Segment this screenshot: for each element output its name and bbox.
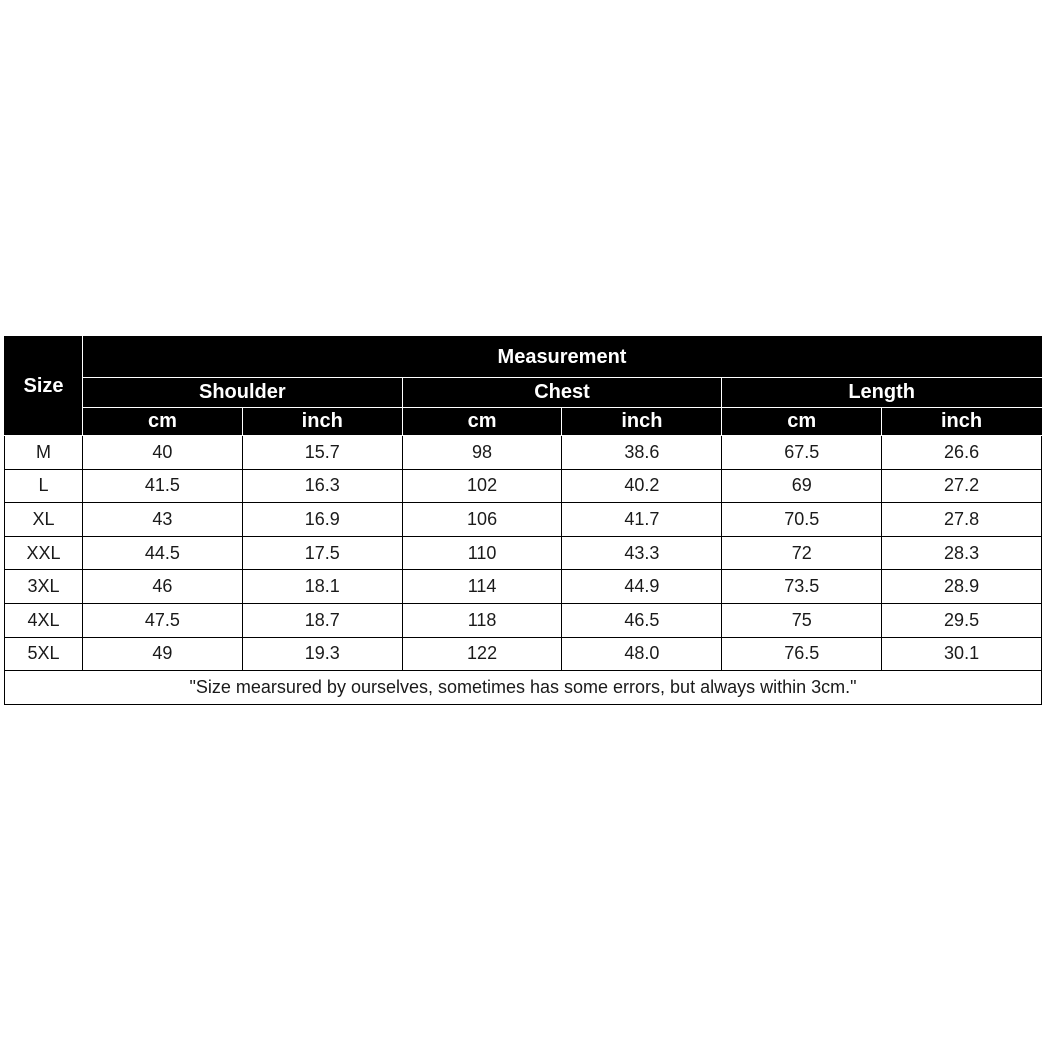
size-header: Size	[5, 337, 83, 436]
value-cell: 98	[402, 436, 562, 470]
unit-header-chest-inch: inch	[562, 408, 722, 436]
table-row	[5, 603, 1042, 637]
value-cell: 76.5	[722, 637, 882, 671]
size-cell: XL	[5, 503, 83, 537]
value-cell: 30.1	[882, 637, 1042, 671]
unit-header-shoulder-inch: inch	[242, 408, 402, 436]
value-cell: 47.5	[83, 603, 243, 637]
unit-header-chest-cm: cm	[402, 408, 562, 436]
value-cell: 17.5	[242, 536, 402, 570]
value-cell: 48.0	[562, 637, 722, 671]
header-row-groups	[5, 378, 1042, 408]
note-row	[5, 671, 1042, 705]
value-cell: 41.5	[83, 469, 243, 503]
value-cell: 29.5	[882, 603, 1042, 637]
table-row	[5, 570, 1042, 604]
value-cell: 15.7	[242, 436, 402, 470]
value-cell: 27.8	[882, 503, 1042, 537]
measurement-header: Measurement	[83, 337, 1042, 378]
value-cell: 26.6	[882, 436, 1042, 470]
unit-header-shoulder-cm: cm	[83, 408, 243, 436]
table-row	[5, 469, 1042, 503]
unit-header-length-cm: cm	[722, 408, 882, 436]
value-cell: 28.9	[882, 570, 1042, 604]
size-cell: M	[5, 436, 83, 470]
value-cell: 110	[402, 536, 562, 570]
group-header-shoulder: Shoulder	[83, 378, 403, 408]
value-cell: 75	[722, 603, 882, 637]
size-cell: 5XL	[5, 637, 83, 671]
value-cell: 43.3	[562, 536, 722, 570]
value-cell: 18.1	[242, 570, 402, 604]
value-cell: 40.2	[562, 469, 722, 503]
group-header-chest: Chest	[402, 378, 722, 408]
value-cell: 38.6	[562, 436, 722, 470]
value-cell: 67.5	[722, 436, 882, 470]
value-cell: 44.5	[83, 536, 243, 570]
value-cell: 46.5	[562, 603, 722, 637]
value-cell: 69	[722, 469, 882, 503]
value-cell: 118	[402, 603, 562, 637]
table-row	[5, 503, 1042, 537]
value-cell: 28.3	[882, 536, 1042, 570]
size-cell: XXL	[5, 536, 83, 570]
header-row-units	[5, 408, 1042, 436]
measurement-note: "Size mearsured by ourselves, sometimes has some errors, but always within 3cm."	[5, 671, 1042, 705]
value-cell: 49	[83, 637, 243, 671]
size-cell: 3XL	[5, 570, 83, 604]
value-cell: 41.7	[562, 503, 722, 537]
value-cell: 73.5	[722, 570, 882, 604]
value-cell: 70.5	[722, 503, 882, 537]
value-cell: 19.3	[242, 637, 402, 671]
value-cell: 106	[402, 503, 562, 537]
value-cell: 114	[402, 570, 562, 604]
group-header-length: Length	[722, 378, 1042, 408]
value-cell: 18.7	[242, 603, 402, 637]
value-cell: 40	[83, 436, 243, 470]
table-row	[5, 637, 1042, 671]
size-cell: 4XL	[5, 603, 83, 637]
value-cell: 27.2	[882, 469, 1042, 503]
value-cell: 46	[83, 570, 243, 604]
value-cell: 16.3	[242, 469, 402, 503]
header-row-measurement	[5, 337, 1042, 378]
value-cell: 16.9	[242, 503, 402, 537]
value-cell: 72	[722, 536, 882, 570]
value-cell: 102	[402, 469, 562, 503]
table-row	[5, 436, 1042, 470]
table-row	[5, 536, 1042, 570]
size-cell: L	[5, 469, 83, 503]
unit-header-length-inch: inch	[882, 408, 1042, 436]
value-cell: 44.9	[562, 570, 722, 604]
size-chart-table	[4, 336, 1042, 705]
value-cell: 43	[83, 503, 243, 537]
value-cell: 122	[402, 637, 562, 671]
